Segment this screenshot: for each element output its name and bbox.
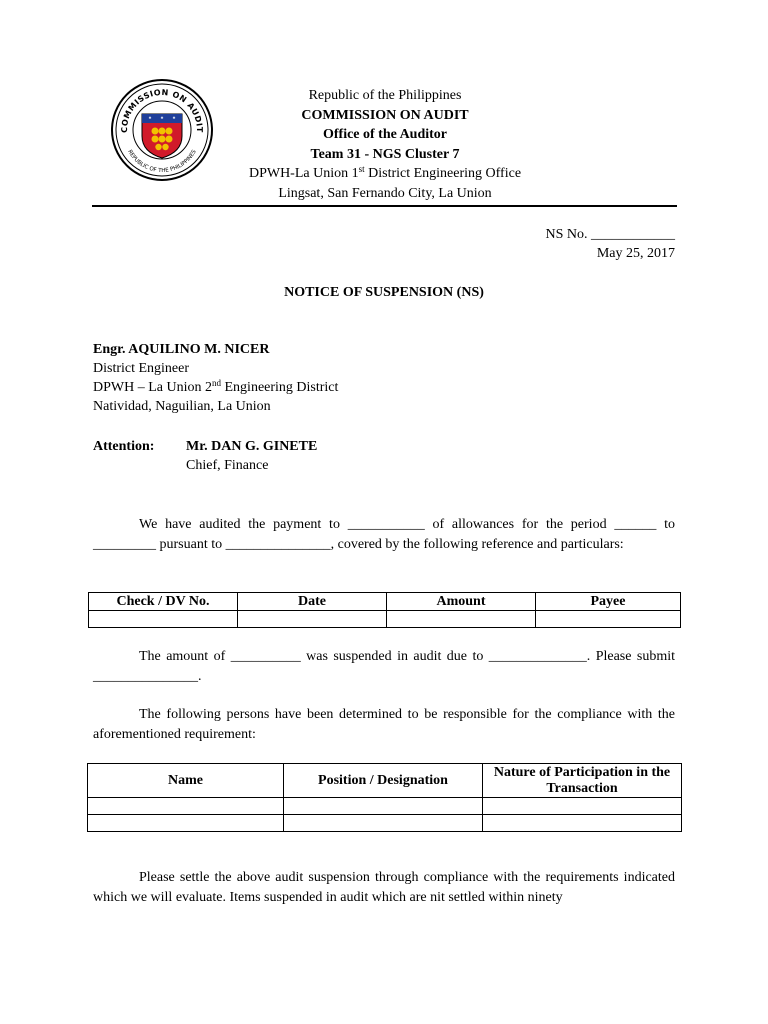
attention-name: Mr. DAN G. GINETE: [186, 439, 318, 454]
table-row: [89, 611, 681, 628]
table-cell: [483, 798, 682, 815]
table-cell: [284, 815, 483, 832]
attention-title: Chief, Finance: [186, 458, 269, 473]
document-title: NOTICE OF SUSPENSION (NS): [284, 285, 484, 300]
column-header-date: Date: [238, 593, 387, 611]
table-cell: [238, 611, 387, 628]
responsible-persons-table: [87, 763, 682, 832]
table-row: [88, 815, 682, 832]
column-header-amount: Amount: [387, 593, 536, 611]
header-divider: [92, 205, 677, 207]
paragraph-responsible-persons: The following persons have been determined to be responsible for the compliance with the aforementioned requirement:: [93, 707, 675, 742]
reference-table-header-row: [89, 593, 681, 611]
letterhead-republic: Republic of the Philippines: [308, 88, 462, 103]
table-cell: [536, 611, 681, 628]
responsible-table-header-row: [88, 764, 682, 798]
paragraph-audit-payment: We have audited the payment to ___________ of allowances for the period ______ to _________ pursuant to _______________, covered by the following reference and particulars:: [93, 517, 675, 552]
column-header-participation: Nature of Participation in the Transaction: [483, 764, 682, 798]
table-cell: [284, 798, 483, 815]
attention-label: Attention:: [93, 439, 155, 454]
letterhead-agency: COMMISSION ON AUDIT: [301, 107, 469, 123]
svg-text:REPUBLIC OF THE PHILIPPINES: REPUBLIC OF THE PHILIPPINES: [126, 149, 198, 175]
column-header-name: Name: [88, 764, 284, 798]
table-cell: [88, 798, 284, 815]
reference-table: [88, 592, 681, 628]
paragraph-suspended-amount: The amount of __________ was suspended in audit due to ______________. Please submit _______________.: [93, 649, 675, 684]
letterhead-address: Lingsat, San Fernando City, La Union: [278, 185, 492, 201]
letterhead-team: Team 31 - NGS Cluster 7: [310, 146, 460, 162]
document-date: May 25, 2017: [596, 246, 675, 261]
column-header-check-dv: Check / DV No.: [89, 593, 238, 611]
svg-text:COMMISSION ON AUDIT: COMMISSION ON AUDIT: [119, 87, 205, 133]
addressee-position: District Engineer: [93, 361, 190, 376]
ns-number: NS No. ____________: [545, 227, 675, 242]
table-cell: [387, 611, 536, 628]
table-cell: [483, 815, 682, 832]
column-header-position: Position / Designation: [284, 764, 483, 798]
table-row: [88, 798, 682, 815]
addressee-name: Engr. AQUILINO M. NICER: [93, 342, 270, 357]
table-cell: [88, 815, 284, 832]
letterhead-office: Office of the Auditor: [322, 127, 448, 142]
addressee-office: DPWH – La Union 2nd Engineering District: [93, 378, 339, 395]
letterhead-district-office: DPWH-La Union 1st District Engineering Office: [248, 164, 522, 181]
letterhead: [190, 86, 580, 203]
addressee-address: Natividad, Naguilian, La Union: [93, 399, 271, 414]
paragraph-settlement: Please settle the above audit suspension through compliance with the requirements indicated which we will evaluate. Items suspended in audit which are nit settled within ninety: [93, 870, 675, 905]
column-header-payee: Payee: [536, 593, 681, 611]
table-cell: [89, 611, 238, 628]
